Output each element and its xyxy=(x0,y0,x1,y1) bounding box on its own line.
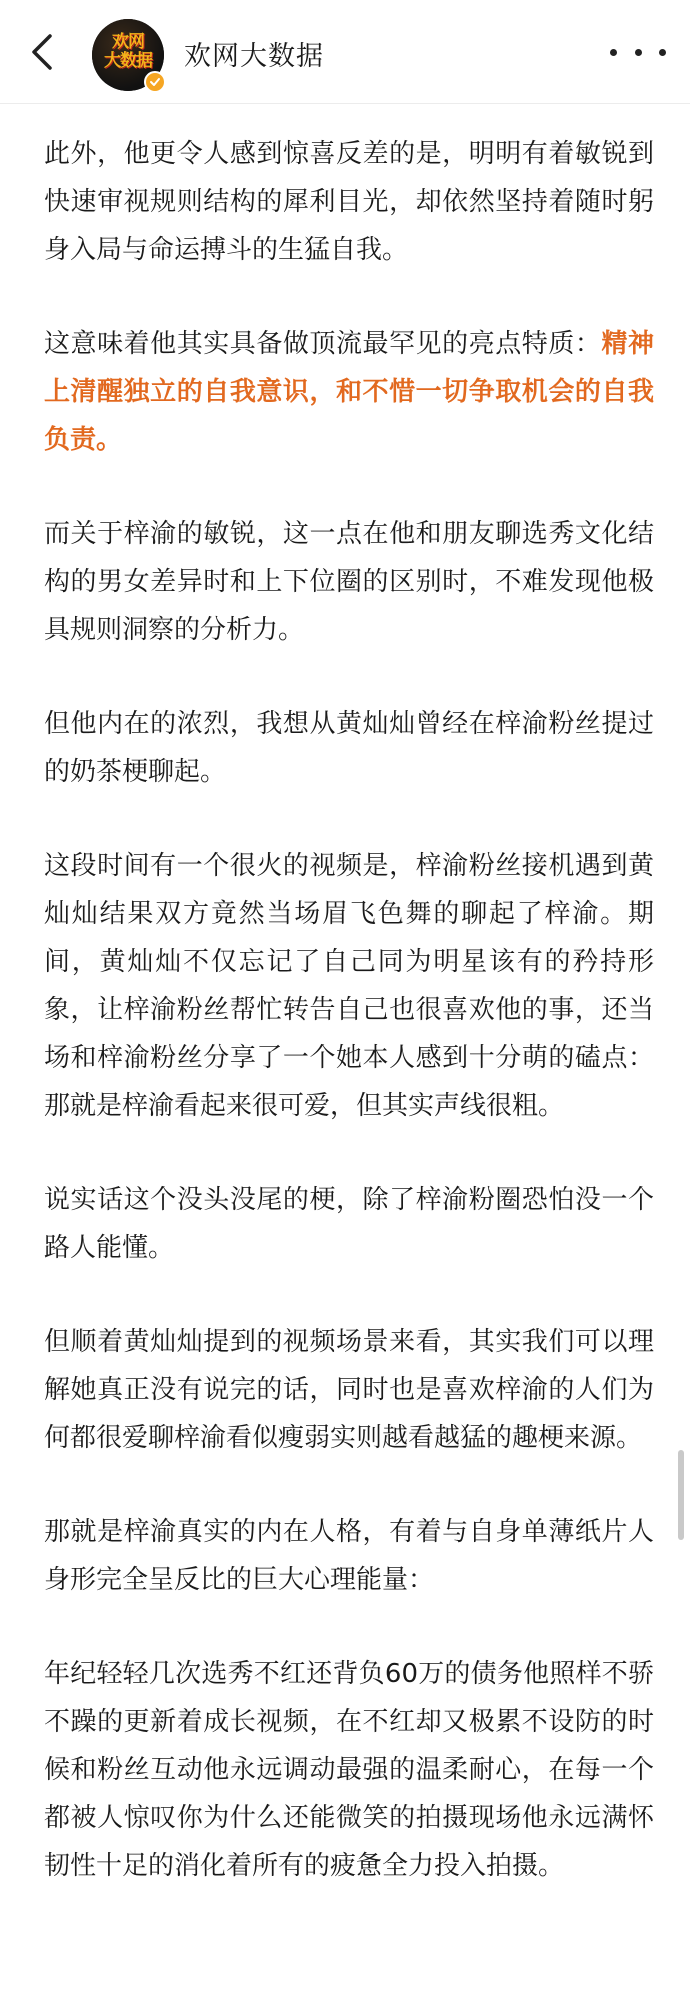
top-bar xyxy=(0,0,690,104)
avatar[interactable] xyxy=(92,19,164,91)
paragraph-text: 这意味着他其实具备做顶流最罕见的亮点特质： xyxy=(44,329,602,359)
article-body xyxy=(44,130,654,1936)
more-button[interactable] xyxy=(610,36,666,68)
paragraph-text: 说实话这个没头没尾的梗，除了梓渝粉圈恐怕没一个路人能懂。 xyxy=(44,1185,654,1263)
more-dot xyxy=(635,49,642,56)
paragraph-text: 那就是梓渝真实的内在人格，有着与自身单薄纸片人身形完全呈反比的巨大心理能量： xyxy=(44,1517,654,1595)
scrollbar-thumb[interactable] xyxy=(678,1450,684,1540)
paragraph xyxy=(44,842,654,1130)
paragraph xyxy=(44,1650,654,1890)
verified-badge xyxy=(144,71,166,93)
chevron-left-icon xyxy=(30,32,54,72)
paragraph-text: 而关于梓渝的敏锐，这一点在他和朋友聊选秀文化结构的男女差异时和上下位圈的区别时，不难发现他极具规则洞察的分析力。 xyxy=(44,519,654,645)
paragraph xyxy=(44,510,654,654)
paragraph-text: 但他内在的浓烈，我想从黄灿灿曾经在梓渝粉丝提过的奶茶梗聊起。 xyxy=(44,709,654,787)
back-button[interactable] xyxy=(18,26,66,78)
paragraph xyxy=(44,1318,654,1462)
account-name[interactable]: 欢网大数据 xyxy=(184,41,324,72)
verified-check-icon xyxy=(149,76,161,88)
paragraph-text: 这段时间有一个很火的视频是，梓渝粉丝接机遇到黄灿灿结果双方竟然当场眉飞色舞的聊起了梓渝。期间，黄灿灿不仅忘记了自己同为明星该有的矜持形象，让梓渝粉丝帮忙转告自己也很喜欢他的事，还当场和梓渝粉丝分享了一个她本人感到十分萌的磕点：那就是梓渝看起来很可爱，但其实声线很粗。 xyxy=(44,851,654,1121)
highlighted-text: 精神上清醒独立的自我意识，和不惜一切争取机会的自我负责。 xyxy=(44,329,654,455)
paragraph xyxy=(44,130,654,274)
paragraph-text: 此外，他更令人感到惊喜反差的是，明明有着敏锐到快速审视规则结构的犀利目光，却依然坚持着随时躬身入局与命运搏斗的生猛自我。 xyxy=(44,139,654,265)
paragraph xyxy=(44,1508,654,1604)
paragraph xyxy=(44,700,654,796)
more-dot xyxy=(610,49,617,56)
avatar-logo-line1: 欢网 xyxy=(112,32,144,52)
paragraph-text: 但顺着黄灿灿提到的视频场景来看，其实我们可以理解她真正没有说完的话，同时也是喜欢梓渝的人们为何都很爱聊梓渝看似瘦弱实则越看越猛的趣梗来源。 xyxy=(44,1327,654,1453)
paragraph xyxy=(44,1176,654,1272)
paragraph xyxy=(44,320,654,464)
more-dot xyxy=(659,49,666,56)
avatar-logo-line2: 大数据 xyxy=(104,51,152,71)
paragraph-text: 年纪轻轻几次选秀不红还背负60万的债务他照样不骄不躁的更新着成长视频，在不红却又极累不设防的时候和粉丝互动他永远调动最强的温柔耐心，在每一个都被人惊叹你为什么还能微笑的拍摄现场他永远满怀韧性十足的消化着所有的疲惫全力投入拍摄。 xyxy=(44,1659,654,1881)
